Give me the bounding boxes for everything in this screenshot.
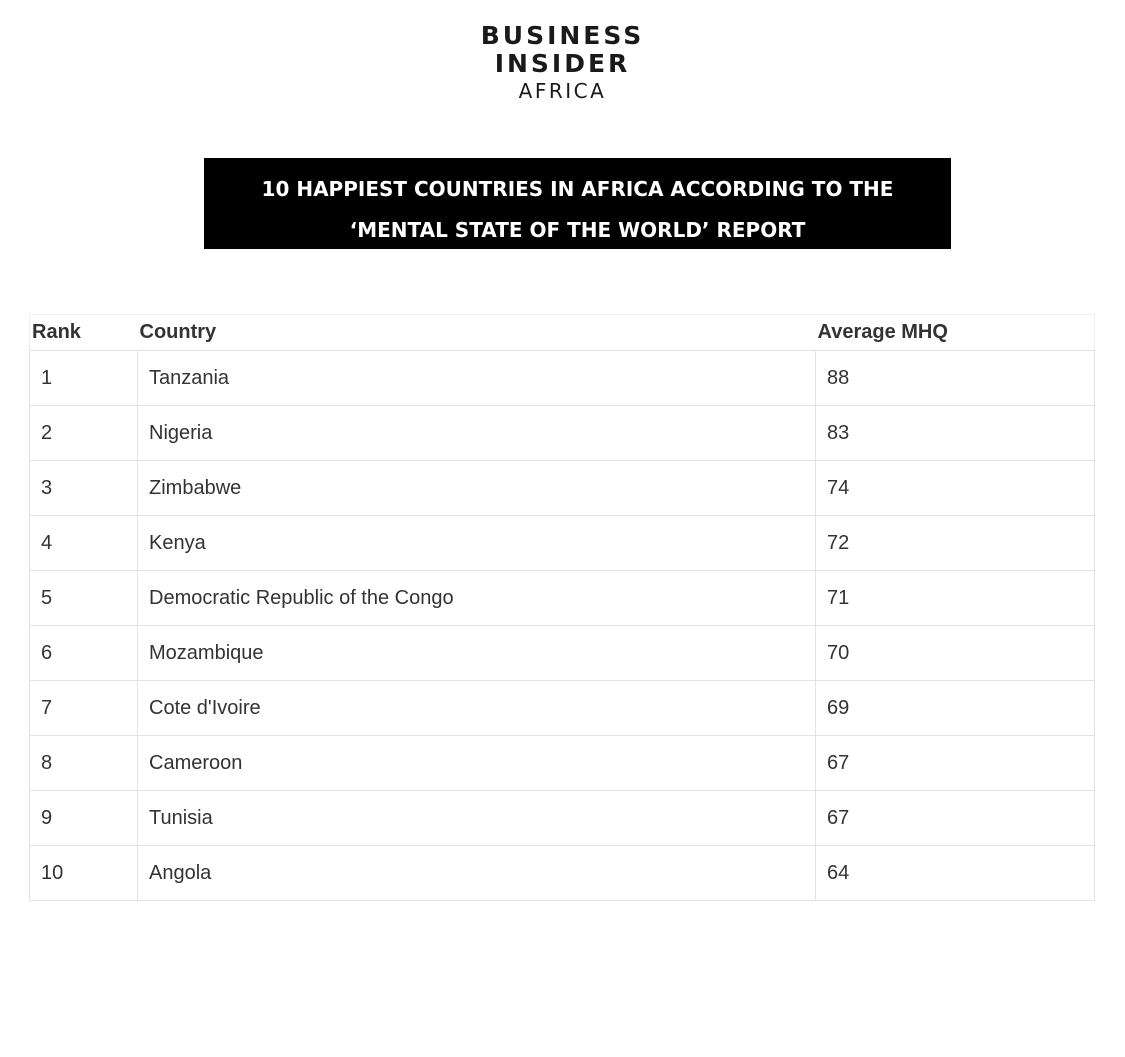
rank-cell: 6 — [30, 626, 138, 681]
mhq-cell: 67 — [816, 736, 1095, 791]
table-header-row — [30, 315, 1095, 351]
mhq-cell: 71 — [816, 571, 1095, 626]
country-cell: Cameroon — [138, 736, 816, 791]
mhq-cell: 67 — [816, 791, 1095, 846]
table-row — [30, 406, 1095, 461]
page-title-line-2: ‘MENTAL STATE OF THE WORLD’ REPORT — [349, 218, 806, 242]
rank-cell: 8 — [30, 736, 138, 791]
country-cell: Nigeria — [138, 406, 816, 461]
mhq-cell: 69 — [816, 681, 1095, 736]
country-cell: Tanzania — [138, 351, 816, 406]
mhq-cell: 72 — [816, 516, 1095, 571]
mhq-cell: 64 — [816, 846, 1095, 901]
country-cell: Mozambique — [138, 626, 816, 681]
logo-line-insider: INSIDER — [494, 49, 631, 78]
header-average-mhq: Average MHQ — [816, 315, 1095, 351]
country-cell: Tunisia — [138, 791, 816, 846]
header-rank: Rank — [30, 315, 138, 351]
mhq-cell: 88 — [816, 351, 1095, 406]
rank-cell: 1 — [30, 351, 138, 406]
table-row — [30, 681, 1095, 736]
table-row — [30, 626, 1095, 681]
table-row — [30, 516, 1095, 571]
table-row — [30, 571, 1095, 626]
country-cell: Kenya — [138, 516, 816, 571]
country-cell: Zimbabwe — [138, 461, 816, 516]
rank-cell: 4 — [30, 516, 138, 571]
rank-cell: 3 — [30, 461, 138, 516]
mhq-cell: 70 — [816, 626, 1095, 681]
mhq-cell: 83 — [816, 406, 1095, 461]
table-row — [30, 791, 1095, 846]
rank-cell: 9 — [30, 791, 138, 846]
rank-cell: 7 — [30, 681, 138, 736]
rank-cell: 2 — [30, 406, 138, 461]
logo-line-business: BUSINESS — [480, 21, 645, 50]
happiest-countries-table — [29, 314, 1095, 901]
business-insider-africa-logo — [0, 22, 1125, 103]
table-row — [30, 461, 1095, 516]
country-cell: Democratic Republic of the Congo — [138, 571, 816, 626]
table-row — [30, 846, 1095, 901]
country-cell: Cote d'Ivoire — [138, 681, 816, 736]
country-cell: Angola — [138, 846, 816, 901]
rank-cell: 10 — [30, 846, 138, 901]
rank-cell: 5 — [30, 571, 138, 626]
page-title-line-1: 10 HAPPIEST COUNTRIES IN AFRICA ACCORDING TO THE — [261, 177, 894, 201]
page-title-banner — [204, 158, 951, 249]
header-country: Country — [138, 315, 816, 351]
logo-line-africa: AFRICA — [518, 79, 607, 103]
mhq-cell: 74 — [816, 461, 1095, 516]
table-row — [30, 351, 1095, 406]
table-row — [30, 736, 1095, 791]
